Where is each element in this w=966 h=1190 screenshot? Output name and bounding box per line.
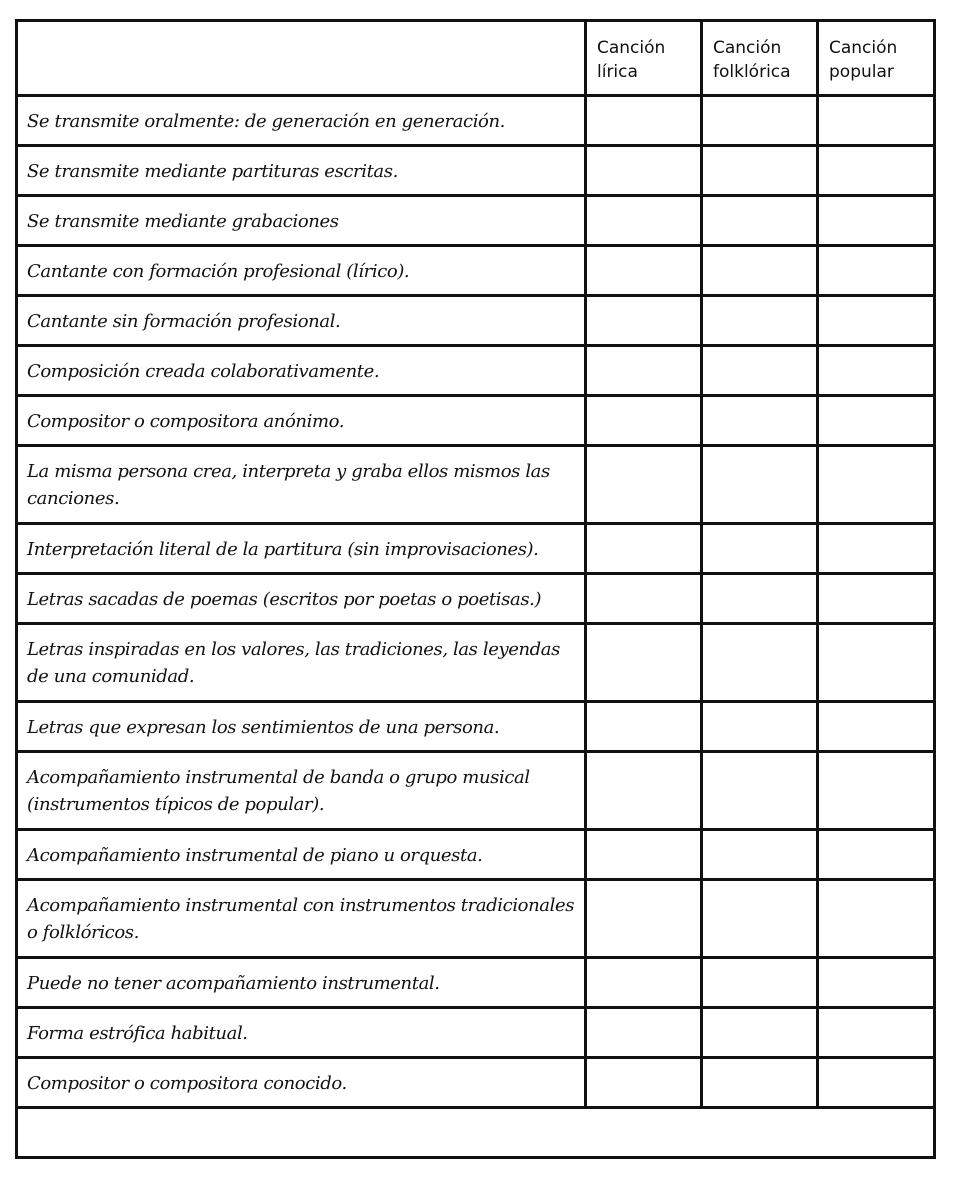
answer-cell-folk[interactable] [702, 574, 818, 624]
answer-cell-folk[interactable] [702, 246, 818, 296]
header-folk-song [702, 21, 818, 96]
answer-cell-lyric[interactable] [586, 346, 702, 396]
answer-cell-popular[interactable] [818, 524, 935, 574]
answer-cell-popular[interactable] [818, 880, 935, 958]
table-row [17, 1058, 935, 1108]
answer-cell-folk[interactable] [702, 830, 818, 880]
table-row [17, 1008, 935, 1058]
statement-cell [17, 146, 586, 196]
table-row [17, 958, 935, 1008]
answer-cell-lyric[interactable] [586, 446, 702, 524]
table-row [17, 246, 935, 296]
statement-text: Puede no tener acompañamiento instrumental. [27, 973, 440, 994]
header-lyric-song [586, 21, 702, 96]
statement-cell [17, 446, 586, 524]
statement-text: Acompañamiento instrumental de banda o grupo musical (instrumentos típicos de popular). [27, 767, 530, 815]
answer-cell-folk[interactable] [702, 396, 818, 446]
answer-cell-lyric[interactable] [586, 702, 702, 752]
statement-text: Compositor o compositora anónimo. [27, 411, 345, 432]
answer-cell-popular[interactable] [818, 146, 935, 196]
header-label: Canción popular [829, 38, 898, 82]
statement-text: Interpretación literal de la partitura (sin improvisaciones). [27, 539, 539, 560]
answer-cell-lyric[interactable] [586, 958, 702, 1008]
answer-cell-lyric[interactable] [586, 880, 702, 958]
answer-cell-lyric[interactable] [586, 752, 702, 830]
table-row [17, 196, 935, 246]
answer-cell-folk[interactable] [702, 146, 818, 196]
statement-text: Se transmite oralmente: de generación en generación. [27, 111, 506, 132]
table-row [17, 830, 935, 880]
answer-cell-popular[interactable] [818, 96, 935, 146]
statement-text: Acompañamiento instrumental de piano u orquesta. [27, 845, 483, 866]
statement-text: Forma estrófica habitual. [27, 1023, 248, 1044]
answer-cell-popular[interactable] [818, 246, 935, 296]
answer-cell-popular[interactable] [818, 446, 935, 524]
answer-cell-folk[interactable] [702, 752, 818, 830]
answer-cell-lyric[interactable] [586, 1058, 702, 1108]
statement-cell [17, 296, 586, 346]
statement-cell [17, 574, 586, 624]
statement-text: Cantante sin formación profesional. [27, 311, 341, 332]
statement-text: Acompañamiento instrumental con instrumentos tradicionales o folklóricos. [27, 895, 575, 943]
statement-text: Letras que expresan los sentimientos de una persona. [27, 717, 500, 738]
statement-text: Letras inspiradas en los valores, las tradiciones, las leyendas de una comunidad. [27, 639, 560, 687]
answer-cell-popular[interactable] [818, 1008, 935, 1058]
answer-cell-folk[interactable] [702, 1058, 818, 1108]
answer-cell-folk[interactable] [702, 296, 818, 346]
statement-cell [17, 96, 586, 146]
statement-text: Letras sacadas de poemas (escritos por poetas o poetisas.) [27, 589, 542, 610]
answer-cell-popular[interactable] [818, 624, 935, 702]
empty-footer-cell[interactable] [17, 1108, 935, 1158]
answer-cell-folk[interactable] [702, 624, 818, 702]
answer-cell-lyric[interactable] [586, 196, 702, 246]
statement-cell [17, 1008, 586, 1058]
table-row [17, 702, 935, 752]
answer-cell-popular[interactable] [818, 702, 935, 752]
answer-cell-folk[interactable] [702, 196, 818, 246]
answer-cell-popular[interactable] [818, 346, 935, 396]
empty-footer-row [17, 1108, 935, 1158]
answer-cell-folk[interactable] [702, 524, 818, 574]
statement-cell [17, 396, 586, 446]
answer-cell-lyric[interactable] [586, 96, 702, 146]
table-row [17, 880, 935, 958]
table-row [17, 574, 935, 624]
statement-text: La misma persona crea, interpreta y graba ellos mismos las canciones. [27, 461, 550, 509]
answer-cell-lyric[interactable] [586, 246, 702, 296]
header-label: Canción folklórica [713, 38, 791, 82]
statement-cell [17, 702, 586, 752]
answer-cell-popular[interactable] [818, 958, 935, 1008]
answer-cell-folk[interactable] [702, 702, 818, 752]
statement-text: Compositor o compositora conocido. [27, 1073, 347, 1094]
statement-cell [17, 624, 586, 702]
table-row [17, 146, 935, 196]
statement-cell [17, 880, 586, 958]
statement-text: Cantante con formación profesional (lírico). [27, 261, 410, 282]
answer-cell-lyric[interactable] [586, 830, 702, 880]
statement-cell [17, 830, 586, 880]
answer-cell-popular[interactable] [818, 396, 935, 446]
statement-cell [17, 246, 586, 296]
table-row [17, 296, 935, 346]
answer-cell-folk[interactable] [702, 346, 818, 396]
header-label: Canción lírica [597, 38, 666, 82]
statement-cell [17, 196, 586, 246]
answer-cell-lyric[interactable] [586, 396, 702, 446]
song-type-table [15, 19, 936, 1159]
answer-cell-folk[interactable] [702, 880, 818, 958]
answer-cell-lyric[interactable] [586, 624, 702, 702]
statement-cell [17, 524, 586, 574]
statement-cell [17, 346, 586, 396]
table-row [17, 624, 935, 702]
answer-cell-lyric[interactable] [586, 146, 702, 196]
answer-cell-folk[interactable] [702, 446, 818, 524]
answer-cell-lyric[interactable] [586, 1008, 702, 1058]
table-row [17, 96, 935, 146]
answer-cell-popular[interactable] [818, 1058, 935, 1108]
answer-cell-folk[interactable] [702, 1008, 818, 1058]
header-empty-cell [17, 21, 586, 96]
answer-cell-popular[interactable] [818, 196, 935, 246]
table-row [17, 752, 935, 830]
table-row [17, 396, 935, 446]
statement-cell [17, 958, 586, 1008]
answer-cell-lyric[interactable] [586, 296, 702, 346]
answer-cell-lyric[interactable] [586, 524, 702, 574]
statement-text: Se transmite mediante partituras escritas. [27, 161, 398, 182]
statement-text: Se transmite mediante grabaciones [27, 211, 339, 232]
answer-cell-popular[interactable] [818, 296, 935, 346]
classification-worksheet [15, 19, 933, 1157]
answer-cell-popular[interactable] [818, 752, 935, 830]
answer-cell-folk[interactable] [702, 96, 818, 146]
answer-cell-folk[interactable] [702, 958, 818, 1008]
statement-text: Composición creada colaborativamente. [27, 361, 380, 382]
table-row [17, 346, 935, 396]
header-row [17, 21, 935, 96]
header-popular-song [818, 21, 935, 96]
table-row [17, 524, 935, 574]
table-row [17, 446, 935, 524]
statement-cell [17, 1058, 586, 1108]
statement-cell [17, 752, 586, 830]
answer-cell-popular[interactable] [818, 830, 935, 880]
answer-cell-lyric[interactable] [586, 574, 702, 624]
answer-cell-popular[interactable] [818, 574, 935, 624]
